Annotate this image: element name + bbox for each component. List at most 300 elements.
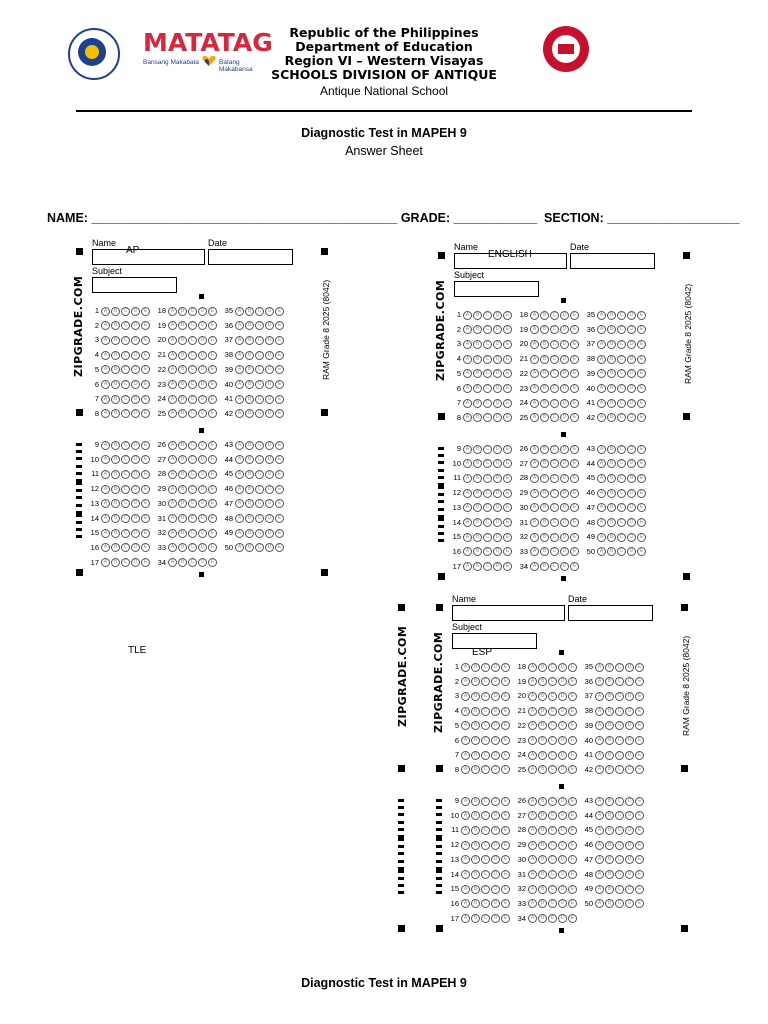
answer-bubble[interactable]: D xyxy=(625,765,634,774)
answer-bubble[interactable]: E xyxy=(570,369,579,378)
answer-bubble[interactable]: B xyxy=(111,514,120,523)
answer-bubble[interactable]: B xyxy=(538,736,547,745)
answer-bubble[interactable]: D xyxy=(560,445,569,454)
answer-bubble[interactable]: B xyxy=(245,543,254,552)
answer-bubble[interactable]: C xyxy=(121,485,130,494)
answer-bubble[interactable]: D xyxy=(198,365,207,374)
answer-bubble[interactable]: C xyxy=(121,558,130,567)
answer-bubble[interactable]: C xyxy=(550,547,559,556)
answer-bubble[interactable]: C xyxy=(550,518,559,527)
answer-bubble[interactable]: D xyxy=(265,441,274,450)
answer-bubble[interactable]: A xyxy=(101,307,110,316)
answer-bubble[interactable]: E xyxy=(503,489,512,498)
answer-bubble[interactable]: A xyxy=(595,826,604,835)
answer-bubble[interactable]: D xyxy=(198,336,207,345)
answer-bubble[interactable]: E xyxy=(637,384,646,393)
answer-bubble[interactable]: B xyxy=(471,736,480,745)
answer-bubble[interactable]: C xyxy=(121,455,130,464)
answer-bubble[interactable]: B xyxy=(473,445,482,454)
grade-blank[interactable]: ____________ xyxy=(453,211,538,225)
answer-bubble[interactable]: B xyxy=(178,365,187,374)
answer-bubble[interactable]: E xyxy=(503,311,512,320)
answer-bubble[interactable]: C xyxy=(483,474,492,483)
answer-bubble[interactable]: C xyxy=(548,826,557,835)
answer-bubble[interactable]: E xyxy=(501,692,510,701)
sheet-name-box[interactable] xyxy=(452,605,565,621)
answer-bubble[interactable]: D xyxy=(627,533,636,542)
answer-bubble[interactable]: D xyxy=(558,899,567,908)
answer-bubble[interactable]: C xyxy=(548,677,557,686)
answer-bubble[interactable]: B xyxy=(245,499,254,508)
answer-bubble[interactable]: E xyxy=(568,765,577,774)
answer-bubble[interactable]: C xyxy=(615,899,624,908)
answer-bubble[interactable]: B xyxy=(245,529,254,538)
answer-bubble[interactable]: D xyxy=(558,721,567,730)
answer-bubble[interactable]: C xyxy=(121,529,130,538)
answer-bubble[interactable]: D xyxy=(198,558,207,567)
answer-bubble[interactable]: E xyxy=(501,870,510,879)
answer-bubble[interactable]: B xyxy=(473,503,482,512)
answer-bubble[interactable]: A xyxy=(101,558,110,567)
answer-bubble[interactable]: C xyxy=(121,409,130,418)
answer-bubble[interactable]: B xyxy=(607,503,616,512)
answer-bubble[interactable]: B xyxy=(607,518,616,527)
answer-bubble[interactable]: A xyxy=(235,529,244,538)
answer-bubble[interactable]: D xyxy=(558,811,567,820)
answer-bubble[interactable]: E xyxy=(568,885,577,894)
answer-bubble[interactable]: B xyxy=(605,797,614,806)
answer-bubble[interactable]: E xyxy=(635,721,644,730)
answer-bubble[interactable]: D xyxy=(491,677,500,686)
answer-bubble[interactable]: B xyxy=(538,855,547,864)
answer-bubble[interactable]: D xyxy=(493,459,502,468)
answer-bubble[interactable]: A xyxy=(101,485,110,494)
answer-bubble[interactable]: B xyxy=(111,365,120,374)
answer-bubble[interactable]: E xyxy=(501,751,510,760)
answer-bubble[interactable]: A xyxy=(595,885,604,894)
answer-bubble[interactable]: B xyxy=(111,307,120,316)
answer-bubble[interactable]: C xyxy=(255,365,264,374)
answer-bubble[interactable]: C xyxy=(121,441,130,450)
answer-bubble[interactable]: B xyxy=(605,899,614,908)
answer-bubble[interactable]: E xyxy=(503,355,512,364)
answer-bubble[interactable]: D xyxy=(198,380,207,389)
answer-bubble[interactable]: A xyxy=(530,384,539,393)
answer-bubble[interactable]: A xyxy=(168,380,177,389)
answer-bubble[interactable]: A xyxy=(101,409,110,418)
answer-bubble[interactable]: D xyxy=(493,325,502,334)
answer-bubble[interactable]: D xyxy=(627,474,636,483)
answer-bubble[interactable]: C xyxy=(481,765,490,774)
answer-bubble[interactable]: A xyxy=(461,826,470,835)
answer-bubble[interactable]: B xyxy=(605,721,614,730)
answer-bubble[interactable]: D xyxy=(265,455,274,464)
answer-bubble[interactable]: A xyxy=(530,340,539,349)
answer-bubble[interactable]: E xyxy=(570,474,579,483)
answer-bubble[interactable]: B xyxy=(178,499,187,508)
answer-bubble[interactable]: C xyxy=(188,365,197,374)
answer-bubble[interactable]: E xyxy=(568,677,577,686)
answer-bubble[interactable]: A xyxy=(530,518,539,527)
answer-bubble[interactable]: E xyxy=(637,325,646,334)
sheet-subject-box[interactable] xyxy=(454,281,539,297)
answer-bubble[interactable]: D xyxy=(558,736,567,745)
answer-bubble[interactable]: A xyxy=(461,899,470,908)
answer-bubble[interactable]: D xyxy=(558,765,567,774)
answer-bubble[interactable]: D xyxy=(493,340,502,349)
answer-bubble[interactable]: D xyxy=(265,380,274,389)
answer-bubble[interactable]: B xyxy=(540,340,549,349)
answer-bubble[interactable]: B xyxy=(178,336,187,345)
answer-bubble[interactable]: B xyxy=(178,455,187,464)
answer-bubble[interactable]: E xyxy=(275,351,284,360)
answer-bubble[interactable]: A xyxy=(168,543,177,552)
answer-bubble[interactable]: E xyxy=(275,543,284,552)
answer-bubble[interactable]: B xyxy=(538,797,547,806)
answer-bubble[interactable]: A xyxy=(168,514,177,523)
answer-bubble[interactable]: A xyxy=(597,399,606,408)
answer-bubble[interactable]: E xyxy=(208,543,217,552)
answer-bubble[interactable]: A xyxy=(597,503,606,512)
answer-bubble[interactable]: A xyxy=(528,751,537,760)
answer-bubble[interactable]: D xyxy=(560,459,569,468)
answer-bubble[interactable]: E xyxy=(637,413,646,422)
answer-bubble[interactable]: E xyxy=(501,765,510,774)
answer-bubble[interactable]: B xyxy=(178,307,187,316)
answer-bubble[interactable]: C xyxy=(255,514,264,523)
answer-bubble[interactable]: B xyxy=(605,736,614,745)
answer-bubble[interactable]: A xyxy=(463,474,472,483)
answer-bubble[interactable]: B xyxy=(111,558,120,567)
answer-bubble[interactable]: D xyxy=(558,707,567,716)
answer-bubble[interactable]: A xyxy=(461,855,470,864)
answer-bubble[interactable]: C xyxy=(615,751,624,760)
answer-bubble[interactable]: D xyxy=(131,485,140,494)
answer-bubble[interactable]: B xyxy=(540,474,549,483)
answer-bubble[interactable]: A xyxy=(463,547,472,556)
answer-bubble[interactable]: B xyxy=(471,692,480,701)
answer-bubble[interactable]: C xyxy=(548,692,557,701)
answer-bubble[interactable]: D xyxy=(627,503,636,512)
answer-bubble[interactable]: C xyxy=(617,547,626,556)
answer-bubble[interactable]: A xyxy=(168,441,177,450)
answer-bubble[interactable]: A xyxy=(235,409,244,418)
answer-bubble[interactable]: E xyxy=(637,503,646,512)
answer-bubble[interactable]: C xyxy=(550,562,559,571)
answer-bubble[interactable]: C xyxy=(483,384,492,393)
answer-bubble[interactable]: E xyxy=(635,765,644,774)
answer-bubble[interactable]: D xyxy=(493,562,502,571)
answer-bubble[interactable]: B xyxy=(607,547,616,556)
answer-bubble[interactable]: D xyxy=(627,445,636,454)
answer-bubble[interactable]: C xyxy=(615,721,624,730)
answer-bubble[interactable]: E xyxy=(208,455,217,464)
answer-bubble[interactable]: A xyxy=(101,441,110,450)
answer-bubble[interactable]: C xyxy=(548,751,557,760)
answer-bubble[interactable]: D xyxy=(627,489,636,498)
answer-bubble[interactable]: C xyxy=(617,413,626,422)
answer-bubble[interactable]: C xyxy=(188,543,197,552)
answer-bubble[interactable]: C xyxy=(481,885,490,894)
answer-bubble[interactable]: B xyxy=(538,885,547,894)
answer-bubble[interactable]: A xyxy=(463,355,472,364)
answer-bubble[interactable]: C xyxy=(550,503,559,512)
answer-bubble[interactable]: C xyxy=(188,307,197,316)
answer-bubble[interactable]: A xyxy=(463,489,472,498)
answer-bubble[interactable]: A xyxy=(530,325,539,334)
answer-bubble[interactable]: E xyxy=(141,409,150,418)
answer-bubble[interactable]: A xyxy=(528,677,537,686)
answer-bubble[interactable]: D xyxy=(265,470,274,479)
answer-bubble[interactable]: D xyxy=(493,311,502,320)
answer-bubble[interactable]: B xyxy=(245,395,254,404)
answer-bubble[interactable]: B xyxy=(471,721,480,730)
answer-bubble[interactable]: E xyxy=(635,797,644,806)
answer-bubble[interactable]: A xyxy=(101,455,110,464)
answer-bubble[interactable]: B xyxy=(178,543,187,552)
answer-bubble[interactable]: D xyxy=(560,325,569,334)
answer-bubble[interactable]: E xyxy=(141,558,150,567)
answer-bubble[interactable]: E xyxy=(141,514,150,523)
answer-bubble[interactable]: B xyxy=(471,663,480,672)
answer-bubble[interactable]: B xyxy=(111,455,120,464)
answer-bubble[interactable]: A xyxy=(595,855,604,864)
answer-bubble[interactable]: B xyxy=(473,355,482,364)
answer-bubble[interactable]: D xyxy=(131,441,140,450)
answer-bubble[interactable]: D xyxy=(625,797,634,806)
answer-bubble[interactable]: E xyxy=(568,811,577,820)
answer-bubble[interactable]: A xyxy=(461,870,470,879)
answer-bubble[interactable]: A xyxy=(595,721,604,730)
answer-bubble[interactable]: A xyxy=(168,365,177,374)
answer-bubble[interactable]: E xyxy=(570,384,579,393)
answer-bubble[interactable]: A xyxy=(595,751,604,760)
answer-bubble[interactable]: E xyxy=(570,547,579,556)
answer-bubble[interactable]: A xyxy=(101,351,110,360)
answer-bubble[interactable]: A xyxy=(168,321,177,330)
answer-bubble[interactable]: E xyxy=(141,351,150,360)
answer-bubble[interactable]: C xyxy=(615,826,624,835)
answer-bubble[interactable]: C xyxy=(617,459,626,468)
answer-bubble[interactable]: D xyxy=(265,543,274,552)
answer-bubble[interactable]: E xyxy=(570,340,579,349)
answer-bubble[interactable]: A xyxy=(597,533,606,542)
answer-bubble[interactable]: B xyxy=(245,351,254,360)
answer-bubble[interactable]: B xyxy=(605,811,614,820)
answer-bubble[interactable]: A xyxy=(235,395,244,404)
answer-bubble[interactable]: A xyxy=(528,899,537,908)
answer-bubble[interactable]: A xyxy=(101,395,110,404)
answer-bubble[interactable]: D xyxy=(131,395,140,404)
answer-bubble[interactable]: D xyxy=(493,384,502,393)
answer-bubble[interactable]: D xyxy=(493,503,502,512)
answer-bubble[interactable]: B xyxy=(538,765,547,774)
answer-bubble[interactable]: B xyxy=(540,445,549,454)
answer-bubble[interactable]: E xyxy=(275,514,284,523)
answer-bubble[interactable]: A xyxy=(235,307,244,316)
answer-bubble[interactable]: B xyxy=(538,841,547,850)
answer-bubble[interactable]: E xyxy=(275,321,284,330)
answer-bubble[interactable]: D xyxy=(493,489,502,498)
answer-bubble[interactable]: A xyxy=(168,307,177,316)
answer-bubble[interactable]: A xyxy=(101,321,110,330)
answer-bubble[interactable]: B xyxy=(111,336,120,345)
answer-bubble[interactable]: C xyxy=(483,340,492,349)
answer-bubble[interactable]: A xyxy=(463,399,472,408)
answer-bubble[interactable]: D xyxy=(491,826,500,835)
answer-bubble[interactable]: C xyxy=(483,413,492,422)
answer-bubble[interactable]: B xyxy=(245,365,254,374)
answer-bubble[interactable]: D xyxy=(560,518,569,527)
answer-bubble[interactable]: A xyxy=(595,811,604,820)
answer-bubble[interactable]: C xyxy=(188,514,197,523)
answer-bubble[interactable]: B xyxy=(540,518,549,527)
section-blank[interactable]: ___________________ xyxy=(607,211,740,225)
answer-bubble[interactable]: A xyxy=(168,395,177,404)
answer-bubble[interactable]: B xyxy=(178,321,187,330)
answer-bubble[interactable]: A xyxy=(530,355,539,364)
answer-bubble[interactable]: C xyxy=(617,311,626,320)
answer-bubble[interactable]: C xyxy=(615,663,624,672)
answer-bubble[interactable]: A xyxy=(597,311,606,320)
answer-bubble[interactable]: C xyxy=(121,543,130,552)
answer-bubble[interactable]: B xyxy=(471,855,480,864)
answer-bubble[interactable]: E xyxy=(570,489,579,498)
answer-bubble[interactable]: B xyxy=(111,321,120,330)
answer-bubble[interactable]: A xyxy=(168,470,177,479)
answer-bubble[interactable]: E xyxy=(275,365,284,374)
answer-bubble[interactable]: E xyxy=(208,485,217,494)
answer-bubble[interactable]: D xyxy=(131,529,140,538)
answer-bubble[interactable]: E xyxy=(208,336,217,345)
answer-bubble[interactable]: C xyxy=(615,736,624,745)
answer-bubble[interactable]: B xyxy=(540,489,549,498)
answer-bubble[interactable]: D xyxy=(491,885,500,894)
answer-bubble[interactable]: A xyxy=(595,765,604,774)
answer-bubble[interactable]: B xyxy=(178,514,187,523)
answer-bubble[interactable]: D xyxy=(560,547,569,556)
answer-bubble[interactable]: E xyxy=(637,459,646,468)
answer-bubble[interactable]: A xyxy=(530,489,539,498)
answer-bubble[interactable]: B xyxy=(111,499,120,508)
answer-bubble[interactable]: E xyxy=(501,885,510,894)
answer-bubble[interactable]: A xyxy=(101,499,110,508)
answer-bubble[interactable]: A xyxy=(463,533,472,542)
answer-bubble[interactable]: D xyxy=(491,870,500,879)
answer-bubble[interactable]: D xyxy=(560,533,569,542)
answer-bubble[interactable]: B xyxy=(245,455,254,464)
answer-bubble[interactable]: B xyxy=(605,826,614,835)
answer-bubble[interactable]: C xyxy=(255,351,264,360)
answer-bubble[interactable]: D xyxy=(493,399,502,408)
answer-bubble[interactable]: B xyxy=(607,459,616,468)
answer-bubble[interactable]: B xyxy=(111,543,120,552)
answer-bubble[interactable]: D xyxy=(491,811,500,820)
answer-bubble[interactable]: C xyxy=(188,499,197,508)
answer-bubble[interactable]: B xyxy=(538,914,547,923)
answer-bubble[interactable]: E xyxy=(208,514,217,523)
answer-bubble[interactable]: E xyxy=(635,870,644,879)
answer-bubble[interactable]: E xyxy=(568,797,577,806)
answer-bubble[interactable]: B xyxy=(178,485,187,494)
answer-bubble[interactable]: D xyxy=(625,751,634,760)
answer-bubble[interactable]: D xyxy=(625,855,634,864)
sheet-date-box[interactable] xyxy=(568,605,653,621)
answer-bubble[interactable]: E xyxy=(501,841,510,850)
answer-bubble[interactable]: C xyxy=(188,321,197,330)
answer-bubble[interactable]: E xyxy=(637,474,646,483)
answer-bubble[interactable]: B xyxy=(178,395,187,404)
answer-bubble[interactable]: C xyxy=(481,797,490,806)
answer-bubble[interactable]: C xyxy=(617,369,626,378)
answer-bubble[interactable]: C xyxy=(617,355,626,364)
answer-bubble[interactable]: D xyxy=(627,384,636,393)
answer-bubble[interactable]: A xyxy=(597,355,606,364)
answer-bubble[interactable]: C xyxy=(121,307,130,316)
answer-bubble[interactable]: D xyxy=(627,413,636,422)
answer-bubble[interactable]: A xyxy=(461,841,470,850)
answer-bubble[interactable]: E xyxy=(570,503,579,512)
answer-bubble[interactable]: A xyxy=(530,311,539,320)
answer-bubble[interactable]: B xyxy=(473,413,482,422)
answer-bubble[interactable]: C xyxy=(483,445,492,454)
answer-bubble[interactable]: E xyxy=(568,841,577,850)
answer-bubble[interactable]: A xyxy=(235,336,244,345)
answer-bubble[interactable]: D xyxy=(265,499,274,508)
answer-bubble[interactable]: B xyxy=(538,826,547,835)
answer-bubble[interactable]: D xyxy=(265,514,274,523)
answer-bubble[interactable]: C xyxy=(615,677,624,686)
answer-bubble[interactable]: D xyxy=(627,518,636,527)
answer-bubble[interactable]: C xyxy=(188,409,197,418)
answer-bubble[interactable]: A xyxy=(235,441,244,450)
answer-bubble[interactable]: A xyxy=(463,413,472,422)
answer-bubble[interactable]: B xyxy=(245,514,254,523)
answer-bubble[interactable]: E xyxy=(570,445,579,454)
answer-bubble[interactable]: A xyxy=(101,529,110,538)
answer-bubble[interactable]: C xyxy=(550,369,559,378)
answer-bubble[interactable]: A xyxy=(463,562,472,571)
answer-bubble[interactable]: E xyxy=(208,365,217,374)
answer-bubble[interactable]: C xyxy=(548,736,557,745)
answer-bubble[interactable]: A xyxy=(530,369,539,378)
answer-bubble[interactable]: E xyxy=(501,914,510,923)
answer-bubble[interactable]: C xyxy=(548,797,557,806)
answer-bubble[interactable]: B xyxy=(178,529,187,538)
answer-bubble[interactable]: E xyxy=(503,325,512,334)
answer-bubble[interactable]: E xyxy=(570,355,579,364)
answer-bubble[interactable]: C xyxy=(548,870,557,879)
answer-bubble[interactable]: E xyxy=(208,470,217,479)
answer-bubble[interactable]: E xyxy=(275,441,284,450)
answer-bubble[interactable]: C xyxy=(550,533,559,542)
answer-bubble[interactable]: C xyxy=(121,365,130,374)
answer-bubble[interactable]: A xyxy=(168,336,177,345)
answer-bubble[interactable]: C xyxy=(617,325,626,334)
answer-bubble[interactable]: B xyxy=(245,470,254,479)
answer-bubble[interactable]: E xyxy=(208,409,217,418)
sheet-subject-box[interactable] xyxy=(92,277,177,293)
answer-bubble[interactable]: B xyxy=(178,441,187,450)
answer-bubble[interactable]: E xyxy=(275,336,284,345)
answer-bubble[interactable]: E xyxy=(568,826,577,835)
answer-bubble[interactable]: E xyxy=(570,518,579,527)
answer-bubble[interactable]: B xyxy=(111,351,120,360)
answer-bubble[interactable]: B xyxy=(540,413,549,422)
answer-bubble[interactable]: A xyxy=(530,474,539,483)
answer-bubble[interactable]: D xyxy=(627,325,636,334)
answer-bubble[interactable]: E xyxy=(208,441,217,450)
